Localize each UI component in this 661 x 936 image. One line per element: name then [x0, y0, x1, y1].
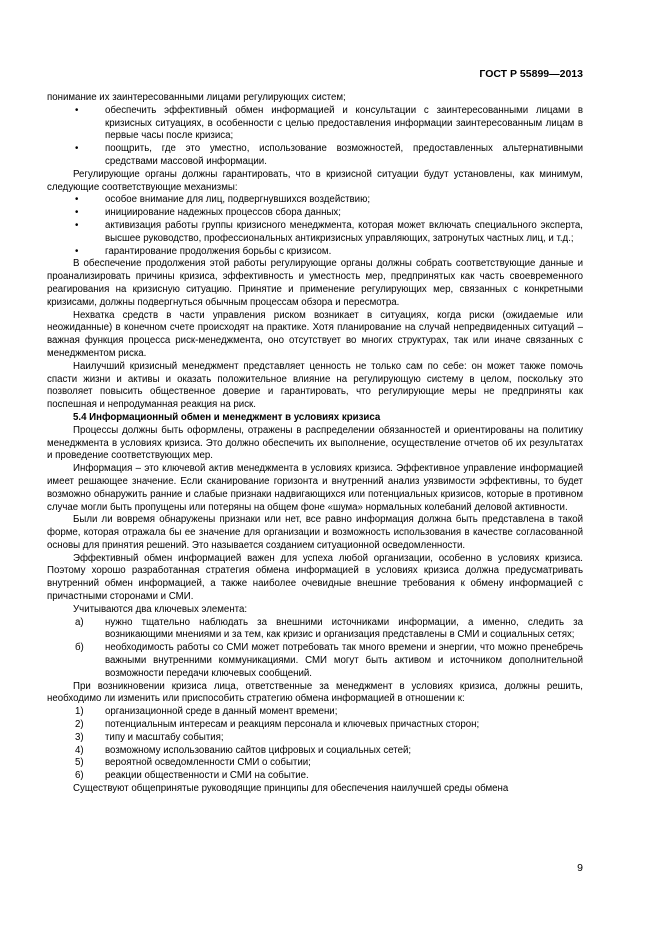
item-marker: 3)	[75, 731, 84, 743]
paragraph: Информация – это ключевой актив менеджмента в условиях кризиса. Эффективное управление информацией имеет решающее значение. Если сканирование горизонта и внутренний анализ уязвимости эффективны, то будет возможно обнаружить ранние и слабые признаки надвигающихся или потенциальных кризисов, которые в противном случае могли быть пропущены или потеряны на общем фоне «шума» нормальных колебаний деловой активности.	[47, 463, 583, 513]
paragraph: Учитываются два ключевых элемента:	[73, 603, 248, 615]
numbered-item	[47, 706, 583, 719]
bullet-marker: •	[75, 194, 79, 206]
item-text: типу и масштабу события;	[105, 731, 224, 743]
bullet-marker: •	[75, 219, 79, 231]
section-heading: 5.4 Информационный обмен и менеджмент в условиях кризиса	[73, 411, 381, 423]
document-body	[47, 92, 583, 796]
paragraph: В обеспечение продолжения этой работы регулирующие органы должны собрать соответствующие данные и проанализировать причины кризиса, эффективность и уместность мер, предпринятых как часть своевременного реагирования на кризисную ситуацию. Принятие и применение регулирующих мер, связанных с конкретными кризисами, должны подвергнуться обычным процессам обзора и пересмотра.	[47, 258, 583, 308]
paragraph: Были ли вовремя обнаружены признаки или нет, все равно информация должна быть представлена в такой форме, которая отражала бы ее значение для организации и возможность использования в качестве согласованной основы для принятия решений. Это называется созданием ситуационной осведомленности.	[47, 514, 583, 551]
item-text: возможному использованию сайтов цифровых и социальных сетей;	[105, 744, 412, 756]
item-marker: 6)	[75, 770, 84, 782]
paragraph: Процессы должны быть оформлены, отражены в распределении обязанностей и ориентированы на политику менеджмента в условиях кризиса. Это должно обеспечить их выполнение, осуществление отчетов об их результатах и проведение соответствующих мер.	[47, 424, 583, 462]
item-marker: 1)	[75, 706, 84, 718]
bullet-text: поощрить, где это уместно, использование возможностей, предоставленных альтернативными средствами массовой информации.	[105, 143, 583, 167]
item-text: вероятной осведомленности СМИ о событии;	[105, 757, 311, 769]
item-text: необходимость работы со СМИ может потребовать так много времени и энергии, что можно пренебречь важными внутренними коммуникациями. СМИ могут быть активом и источником дополнительной возможности передачи ключевых сообщений.	[105, 642, 583, 679]
numbered-item	[47, 757, 583, 770]
standard-header: ГОСТ Р 55899—2013	[479, 68, 583, 80]
bullet-item	[47, 194, 583, 207]
lettered-item	[47, 617, 583, 643]
paragraph: понимание их заинтересованными лицами регулирующих систем;	[47, 92, 346, 103]
paragraph: Нехватка средств в части управления риском возникает в ситуациях, когда риски (ожидаемые или неожиданные) в конечном счете происходят на практике. Хотя планирование на случай непредвиденных ситуаций – важная функция процесса риск-менеджмента, оно отсутствует во многих структурах, так или иначе связанных с менеджментом риска.	[47, 309, 583, 359]
bullet-text: инициирование надежных процессов сбора данных;	[105, 207, 341, 219]
numbered-item	[47, 770, 583, 783]
item-text: нужно тщательно наблюдать за внешними источниками информации, а именно, следить за возникающими мнениями и за тем, как кризис и организация представлены в СМИ и социальных сетях;	[105, 616, 583, 641]
item-marker: 4)	[75, 744, 84, 756]
bullet-marker: •	[75, 207, 79, 219]
bullet-marker: •	[75, 104, 79, 116]
lettered-item	[47, 642, 583, 680]
paragraph: Существуют общепринятые руководящие принципы для обеспечения наилучшей среды обмена	[73, 783, 509, 795]
numbered-item	[47, 719, 583, 732]
bullet-text: особое внимание для лиц, подвергнувшихся воздействию;	[105, 194, 371, 206]
paragraph: Эффективный обмен информацией важен для успеха любой организации, особенно в условиях кризиса. Поэтому хорошо разработанная стратегия обмена информацией в условиях кризиса должна предусматривать внутренний обмен информацией, а также наиболее очевидные внешние требования к обмену информацией с причастными сторонами и СМИ.	[47, 552, 583, 603]
paragraph: При возникновении кризиса лица, ответственные за менеджмент в условиях кризиса, должны решить, необходимо ли изменить или приспособить стратегию обмена информацией в отношении к:	[47, 680, 583, 705]
item-text: организационной среде в данный момент времени;	[105, 706, 338, 718]
bullet-marker: •	[75, 245, 79, 257]
item-marker: 2)	[75, 719, 84, 731]
paragraph: Наилучший кризисный менеджмент представляет ценность не только сам по себе: он может также помочь спасти жизни и активы и оказать положительное влияние на регулирующую систему в целом, поскольку это позволяет повысить общественное доверие и гарантировать, что регулирующие меры не предприняты как поспешная и непродуманная реакция на риск.	[47, 360, 583, 411]
item-marker: б)	[75, 642, 84, 654]
bullet-item	[47, 105, 583, 143]
item-text: потенциальным интересам и реакциям персонала и ключевых причастных сторон;	[105, 719, 480, 731]
bullet-item	[47, 143, 583, 169]
bullet-text: обеспечить эффективный обмен информацией и консультации с заинтересованными лицами в кризисных ситуациях, в особенности с целью предоставления информации заинтересованным лицам в первые часы после кризиса;	[105, 104, 583, 142]
bullet-item	[47, 246, 583, 259]
item-marker: 5)	[75, 757, 84, 769]
item-text: реакции общественности и СМИ на событие.	[105, 770, 309, 782]
bullet-item	[47, 220, 583, 246]
paragraph: Регулирующие органы должны гарантировать, что в кризисной ситуации будут установлены, как минимум, следующие соответствующие механизмы:	[47, 168, 583, 193]
page-number: 9	[577, 862, 583, 874]
bullet-text: активизация работы группы кризисного менеджмента, которая может включать специального эксперта, высшее руководство, профессиональных антикризисных управляющих, затронутых частных лиц, и т.д.;	[105, 219, 583, 244]
bullet-marker: •	[75, 143, 79, 155]
numbered-item	[47, 732, 583, 745]
bullet-item	[47, 207, 583, 220]
numbered-item	[47, 745, 583, 758]
bullet-text: гарантирование продолжения борьбы с кризисом.	[105, 245, 332, 257]
item-marker: а)	[75, 616, 84, 628]
